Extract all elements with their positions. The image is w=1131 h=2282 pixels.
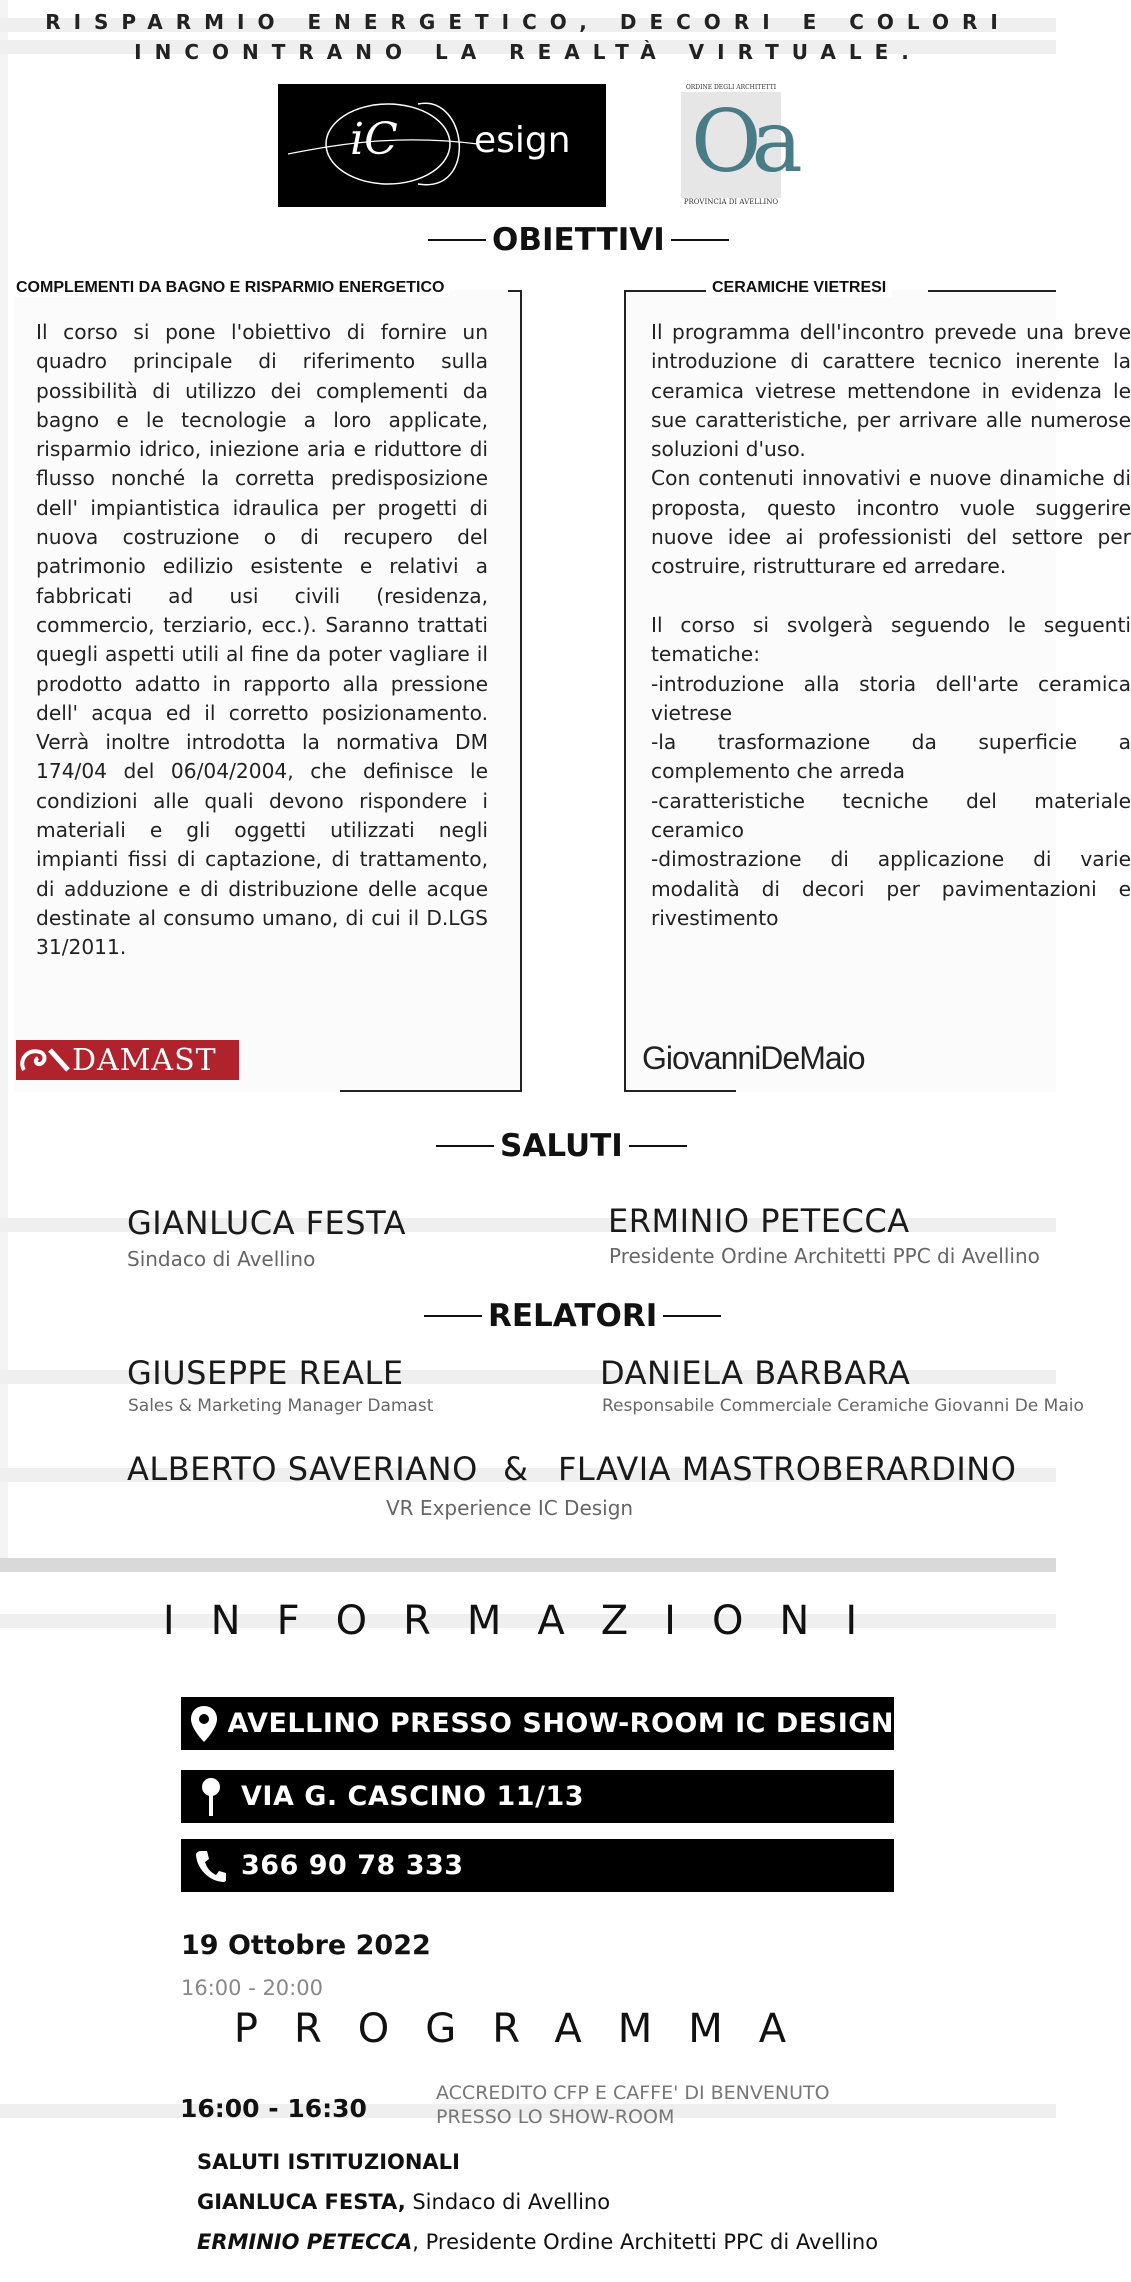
relatori-title: RELATORI bbox=[488, 1298, 658, 1334]
box-line bbox=[624, 290, 714, 292]
event-time: 16:00 - 20:00 bbox=[181, 1976, 323, 2000]
person-role: Presidente Ordine Architetti PPC di Avellino bbox=[609, 1244, 1040, 1268]
ampersand: & bbox=[503, 1450, 529, 1488]
pushpin-icon bbox=[181, 1777, 241, 1817]
person-name: GIUSEPPE REALE bbox=[127, 1354, 404, 1392]
box-line bbox=[520, 290, 522, 1092]
person-role: Responsabile Commerciale Ceramiche Giovanni De Maio bbox=[602, 1396, 1084, 1416]
info-bar-address bbox=[181, 1770, 894, 1823]
header-line-1: RISPARMIO ENERGETICO, DECORI E COLORI bbox=[45, 10, 1011, 34]
damast-logo bbox=[16, 1040, 239, 1080]
box-line bbox=[928, 290, 1056, 292]
title-rule bbox=[424, 1315, 482, 1317]
saluti-istituzionali-label: SALUTI ISTITUZIONALI bbox=[197, 2150, 460, 2174]
damast-logo-mark bbox=[16, 1042, 72, 1078]
ic-logo-main: iC bbox=[350, 114, 398, 165]
section-separator bbox=[0, 1558, 1056, 1572]
header-line-2: INCONTRANO LA REALTÀ VIRTUALE. bbox=[134, 40, 922, 64]
giovanni-de-maio-logo: GiovanniDeMaio bbox=[642, 1040, 865, 1076]
obiettivi-title: OBIETTIVI bbox=[492, 222, 665, 258]
ceramiche-text: Il programma dell'incontro prevede una breve introduzione di carattere tecnico inerente la ceramica vietrese mettendone in evidenza le sue caratteristiche, per arrivare alle numerose soluzioni d'uso. Con contenuti innovativi e nuove dinamiche di proposta, questo incontro vuole suggerire nuove idee ai professionisti del settore per costruire, ristrutturare ed arredare. Il corso si svolgerà seguendo le seguenti tematiche: -introduzione alla storia dell'arte ceramica vietrese -la trasformazione da superficie a complemento che arreda -caratteristiche tecniche del materiale ceramico -dimostrazione di applicazione di varie modalità di decori per pavimentazioni e rivestimento bbox=[651, 320, 1131, 930]
obiettivi-title-group bbox=[428, 222, 729, 258]
bagno-text: Il corso si pone l'obiettivo di fornire un quadro principale di riferimento sulla possibilità di utilizzo dei complementi da bagno e le tecnologie a loro applicate, risparmio idrico, iniezione aria e riduttore di flusso nonché la corretta predisposizione dell' impiantistica idraulica per progetti di nuova costruzione o di recupero del patrimonio edilizio esistente e relativi a fabbricati ad usi civili (residenza, commercio, terziario, ecc.). Saranno trattati quegli aspetti utili al fine da poter vagliare il prodotto adatto in rapporto alla pressione dell' acqua ed il corretto posizionamento. Verrà inoltre introdotta la normativa DM 174/04 del 06/04/2004, che definisce le condizioni alle quali devono rispondere i materiali e gli oggetti utilizzati negli impianti fissi di captazione, di trattamento, di adduzione e di distribuzione delle acque destinate al consumo umano, di cui il D.LGS 31/2011. bbox=[36, 320, 488, 960]
info-text: VIA G. CASCINO 11/13 bbox=[241, 1781, 585, 1812]
oa-logo-top-text: ORDINE DEGLI ARCHITETTI bbox=[685, 84, 777, 91]
person-role: VR Experience IC Design bbox=[386, 1496, 634, 1520]
programma-line-1 bbox=[197, 2190, 610, 2214]
person-name: ERMINIO PETECCA bbox=[608, 1202, 910, 1240]
programma-line-1-role: Sindaco di Avellino bbox=[405, 2190, 611, 2214]
programma-title: PROGRAMMA bbox=[233, 2006, 823, 2052]
person-role: Sindaco di Avellino bbox=[127, 1247, 316, 1271]
person-name: ALBERTO SAVERIANO bbox=[127, 1450, 478, 1488]
ordine-architetti-logo bbox=[676, 84, 793, 208]
event-date: 19 Ottobre 2022 bbox=[181, 1930, 431, 1961]
person-name: GIANLUCA FESTA bbox=[127, 1204, 407, 1242]
bagno-heading: COMPLEMENTI DA BAGNO E RISPARMIO ENERGETICO bbox=[10, 279, 450, 297]
title-rule bbox=[436, 1145, 494, 1147]
box-line bbox=[624, 1090, 736, 1092]
programma-line-1-name: GIANLUCA FESTA, bbox=[197, 2190, 406, 2214]
location-pin-icon bbox=[181, 1705, 228, 1743]
person-role: Sales & Marketing Manager Damast bbox=[128, 1396, 434, 1416]
oa-logo-letters: Oa bbox=[691, 92, 793, 192]
info-text: 366 90 78 333 bbox=[241, 1850, 464, 1881]
person-name: FLAVIA MASTROBERARDINO bbox=[558, 1450, 1017, 1488]
box-line bbox=[340, 1090, 522, 1092]
ceramiche-heading: CERAMICHE VIETRESI bbox=[706, 279, 892, 297]
oa-logo-bottom-text: PROVINCIA DI AVELLINO bbox=[683, 198, 779, 206]
slot-desc-1: ACCREDITO CFP E CAFFE' DI BENVENUTO bbox=[436, 2082, 830, 2104]
info-bar-location bbox=[181, 1697, 894, 1750]
programma-line-2 bbox=[197, 2230, 878, 2254]
phone-icon bbox=[181, 1849, 241, 1883]
slot-desc-2: PRESSO LO SHOW-ROOM bbox=[436, 2106, 675, 2128]
damast-logo-text: DAMAST bbox=[72, 1042, 217, 1078]
informazioni-title: INFORMAZIONI bbox=[162, 1598, 894, 1644]
info-bar-phone bbox=[181, 1839, 894, 1892]
programma-line-2-name: ERMINIO PETECCA bbox=[197, 2230, 413, 2254]
relatori-title-group bbox=[424, 1298, 721, 1334]
title-rule bbox=[629, 1145, 687, 1147]
person-name: DANIELA BARBARA bbox=[600, 1354, 911, 1392]
box-line bbox=[508, 290, 522, 292]
title-rule bbox=[428, 239, 486, 241]
programma-line-2-role: , Presidente Ordine Architetti PPC di Avellino bbox=[412, 2230, 879, 2254]
info-text: AVELLINO PRESSO SHOW-ROOM IC DESIGN bbox=[227, 1708, 894, 1739]
ic-logo-tail: esign bbox=[474, 120, 571, 161]
title-rule bbox=[671, 239, 729, 241]
slot-time: 16:00 - 16:30 bbox=[180, 2094, 367, 2123]
box-line bbox=[624, 290, 626, 1092]
ic-design-logo bbox=[278, 84, 606, 207]
title-rule bbox=[663, 1315, 721, 1317]
saluti-title-group bbox=[436, 1128, 687, 1164]
saluti-title: SALUTI bbox=[500, 1128, 623, 1164]
